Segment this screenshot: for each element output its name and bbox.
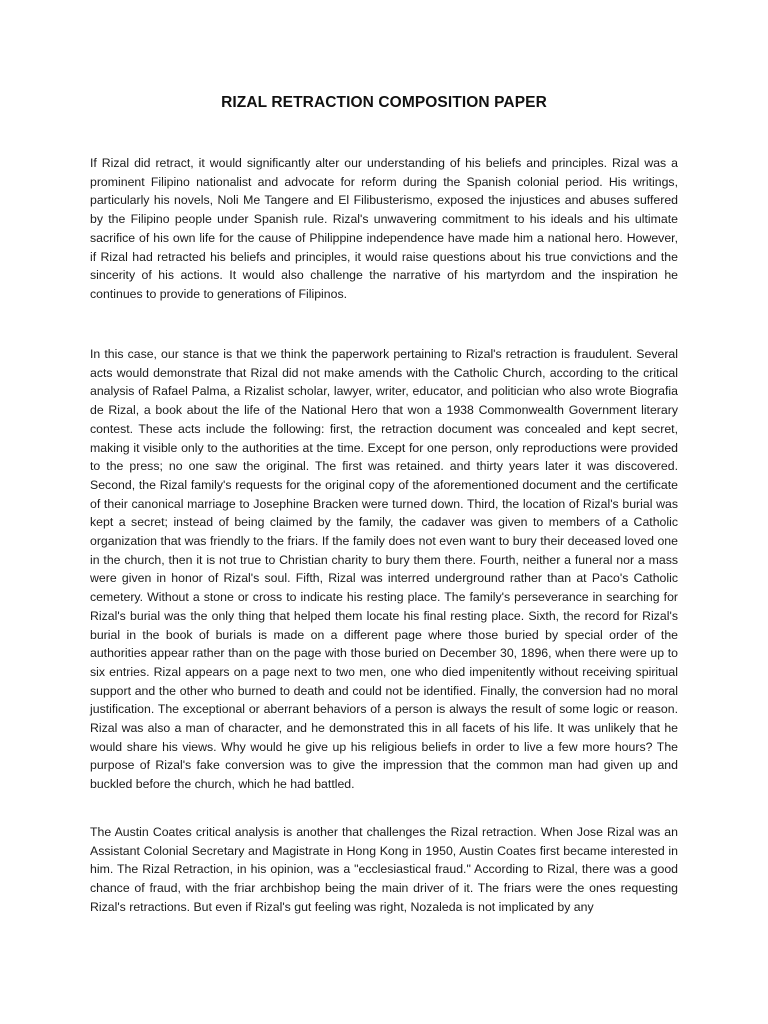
paragraph-stance: In this case, our stance is that we think the paperwork pertaining to Rizal's retraction is fraudulent. Several acts would demonstrate that Rizal did not make amends with the Catholic Church, according to the critical analysis of Rafael Palma, a Rizalist scholar, lawyer, writer, educator, and politician who also wrote Biografia de Rizal, a book about the life of the National Hero that won a 1938 Commonwealth Government literary contest. These acts include the following: first, the retraction document was concealed and kept secret, making it visible only to the authorities at the time. Except for one person, only reproductions were provided to the press; no one saw the original. The first was retained. and thirty years later it was discovered. Second, the Rizal family's requests for the original copy of the aforementioned document and the certificate of their canonical marriage to Josephine Bracken were turned down. Third, the location of Rizal's burial was kept a secret; instead of being claimed by the family, the cadaver was given to members of a Catholic organization that was friendly to the friars. If the family does not even want to bury their deceased loved one in the church, then it is not true to Christian charity to bury them there. Fourth, neither a funeral nor a mass were given in honor of Rizal's soul. Fifth, Rizal was interred underground rather than at Paco's Catholic cemetery. Without a stone or cross to indicate his resting place. The family's perseverance in searching for Rizal's burial was the only thing that helped them locate his final resting place. Sixth, the record for Rizal's burial in the book of burials is made on a different page where those buried by special order of the authorities appear rather than on the page with those buried on December 30, 1896, when there were up to six entries. Rizal appears on a page next to two men, one who died impenitently without receiving spiritual support and the other who burned to death and could not be identified. Finally, the conversion had no moral justification. The exceptional or aberrant behaviors of a person is always the result of some logic or reason. Rizal was also a man of character, and he demonstrated this in all facets of his life. It was unlikely that he would share his views. Why would he give up his religious beliefs in order to live a few more hours? The purpose of Rizal's fake conversion was to give the impression that the common man had given up and buckled before the church, which he had battled. [90,347,678,792]
paragraph-austin-coates: The Austin Coates critical analysis is another that challenges the Rizal retraction. When Jose Rizal was an Assistant Colonial Secretary and Magistrate in Hong Kong in 1950, Austin Coates first became interested in him. The Rizal Retraction, in his opinion, was a "ecclesiastical fraud." According to Rizal, there was a good chance of fraud, with the friar archbishop being the main driver of it. The friars were the ones requesting Rizal's retractions. But even if Rizal's gut feeling was right, Nozaleda is not implicated by any [90,825,678,914]
paragraph-intro: If Rizal did retract, it would significantly alter our understanding of his beliefs and principles. Rizal was a prominent Filipino nationalist and advocate for reform during the Spanish colonial period. His writings, particularly his novels, Noli Me Tangere and El Filibusterismo, exposed the injustices and abuses suffered by the Filipino people under Spanish rule. Rizal's unwavering commitment to his ideals and his ultimate sacrifice of his own life for the cause of Philippine independence have made him a national hero. However, if Rizal had retracted his beliefs and principles, it would raise questions about his true convictions and the sincerity of his actions. It would also challenge the narrative of his martyrdom and the inspiration he continues to provide to generations of Filipinos. [90,156,678,301]
document-title: RIZAL RETRACTION COMPOSITION PAPER [221,94,547,111]
